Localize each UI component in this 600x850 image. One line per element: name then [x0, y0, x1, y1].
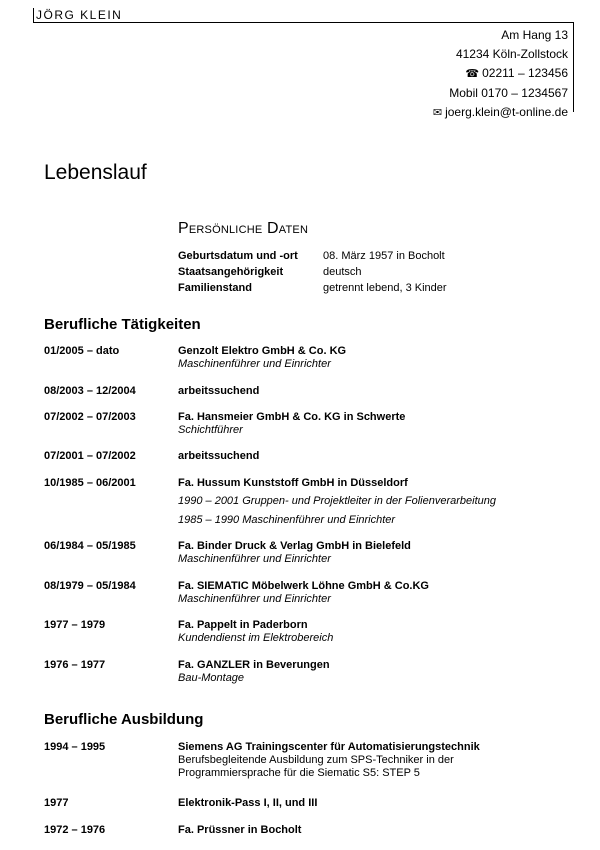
- entry-organization: Elektronik-Pass I, II, und III: [178, 797, 318, 809]
- personal-value: 08. März 1957 in Bocholt: [323, 250, 445, 262]
- personal-row: [178, 248, 447, 264]
- entry-organization: Fa. Binder Druck & Verlag GmbH in Bielefeld: [178, 540, 411, 552]
- entry-organization: arbeitssuchend: [178, 385, 260, 397]
- header-left-rule: [33, 8, 34, 22]
- personal-row: [178, 264, 447, 280]
- work-entry: [44, 477, 564, 530]
- work-entry: [44, 411, 564, 437]
- entry-date: 08/2003 – 12/2004: [44, 385, 136, 397]
- personal-data-table: [178, 248, 447, 296]
- header-rule: [33, 22, 574, 23]
- entry-organization: Genzolt Elektro GmbH & Co. KG: [178, 345, 347, 357]
- education-entry: [44, 797, 564, 810]
- entry-body: [178, 659, 564, 685]
- education-entry: [44, 824, 564, 837]
- entry-organization: Fa. Hansmeier GmbH & Co. KG in Schwerte: [178, 411, 406, 423]
- entry-role: Maschinenführer und Einrichter: [178, 593, 331, 605]
- email-address[interactable]: joerg.klein@t-online.de: [445, 105, 568, 119]
- personal-value: getrennt lebend, 3 Kinder: [323, 282, 447, 294]
- entry-role: Maschinenführer und Einrichter: [178, 553, 331, 565]
- education-entry: [44, 741, 564, 780]
- personal-data-heading: Persönliche Daten: [178, 220, 309, 237]
- entry-date: 08/1979 – 05/1984: [44, 580, 136, 592]
- entry-body: [178, 477, 564, 530]
- entry-body: [178, 385, 564, 398]
- entry-date: 07/2001 – 07/2002: [44, 450, 136, 462]
- entry-role: Maschinenführer und Einrichter: [178, 358, 331, 370]
- entry-body: [178, 411, 564, 437]
- entry-description: Berufsbegleitende Ausbildung zum SPS-Techniker in der: [178, 754, 454, 766]
- entry-organization: Fa. Pappelt in Paderborn: [178, 619, 308, 631]
- work-entry: [44, 385, 564, 398]
- work-entry: [44, 345, 564, 371]
- personal-value: deutsch: [323, 266, 362, 278]
- entry-body: [178, 619, 564, 645]
- entry-organization: Siemens AG Trainingscenter für Automatisierungstechnik: [178, 741, 480, 753]
- entry-role: Bau-Montage: [178, 672, 245, 684]
- entry-sub-role: 1985 – 1990 Maschinenführer und Einrichter: [178, 514, 396, 526]
- entry-date: 07/2002 – 07/2003: [44, 411, 136, 423]
- header-name: JÖRG KLEIN: [36, 8, 123, 22]
- work-entry: [44, 540, 564, 566]
- contact-right-rule: [573, 22, 574, 112]
- entry-organization: Fa. SIEMATIC Möbelwerk Löhne GmbH & Co.KG: [178, 580, 429, 592]
- telephone-icon: ☎: [465, 68, 480, 80]
- entry-body: [178, 741, 564, 780]
- entry-body: [178, 797, 564, 810]
- entry-body: [178, 824, 564, 837]
- personal-row: [178, 280, 447, 296]
- phone-number: 02211 – 123456: [482, 66, 568, 80]
- entry-date: 1977 – 1979: [44, 619, 106, 631]
- work-section-heading: Berufliche Tätigkeiten: [44, 316, 201, 333]
- work-entry: [44, 619, 564, 645]
- address-street: Am Hang 13: [501, 28, 568, 42]
- entry-date: 10/1985 – 06/2001: [44, 477, 136, 489]
- entry-date: 1976 – 1977: [44, 659, 106, 671]
- entry-role: Kundendienst im Elektrobereich: [178, 632, 334, 644]
- entry-date: 1972 – 1976: [44, 824, 106, 836]
- entry-date: 1977: [44, 797, 69, 809]
- education-section-heading: Berufliche Ausbildung: [44, 711, 204, 728]
- entry-date: 1994 – 1995: [44, 741, 106, 753]
- entry-date: 01/2005 – dato: [44, 345, 120, 357]
- entry-role: Schichtführer: [178, 424, 243, 436]
- email-line: [433, 103, 568, 123]
- entry-body: [178, 450, 564, 463]
- entry-organization: Fa. Hussum Kunststoff GmbH in Düsseldorf: [178, 477, 408, 489]
- phone-line: [433, 64, 568, 84]
- entry-date: 06/1984 – 05/1985: [44, 540, 136, 552]
- contact-block: [433, 26, 568, 123]
- personal-label: Familienstand: [178, 282, 252, 294]
- entry-organization: Fa. Prüssner in Bocholt: [178, 824, 302, 836]
- entry-body: [178, 345, 564, 371]
- work-entry: [44, 659, 564, 685]
- entry-sub-role: 1990 – 2001 Gruppen- und Projektleiter in der Folienverarbeitung: [178, 495, 496, 507]
- work-entry: [44, 580, 564, 606]
- work-entry: [44, 450, 564, 463]
- entry-organization: arbeitssuchend: [178, 450, 260, 462]
- mobile-line: Mobil 0170 – 1234567: [449, 86, 568, 100]
- entry-body: [178, 540, 564, 566]
- address-city: 41234 Köln-Zollstock: [455, 47, 568, 61]
- page-title: Lebenslauf: [44, 161, 147, 184]
- entry-body: [178, 580, 564, 606]
- entry-organization: Fa. GANZLER in Beverungen: [178, 659, 330, 671]
- entry-description: Programmiersprache für die Siematic S5: STEP 5: [178, 767, 420, 779]
- envelope-icon: ✉: [432, 107, 443, 119]
- personal-label: Staatsangehörigkeit: [178, 266, 284, 278]
- personal-label: Geburtsdatum und -ort: [178, 250, 298, 262]
